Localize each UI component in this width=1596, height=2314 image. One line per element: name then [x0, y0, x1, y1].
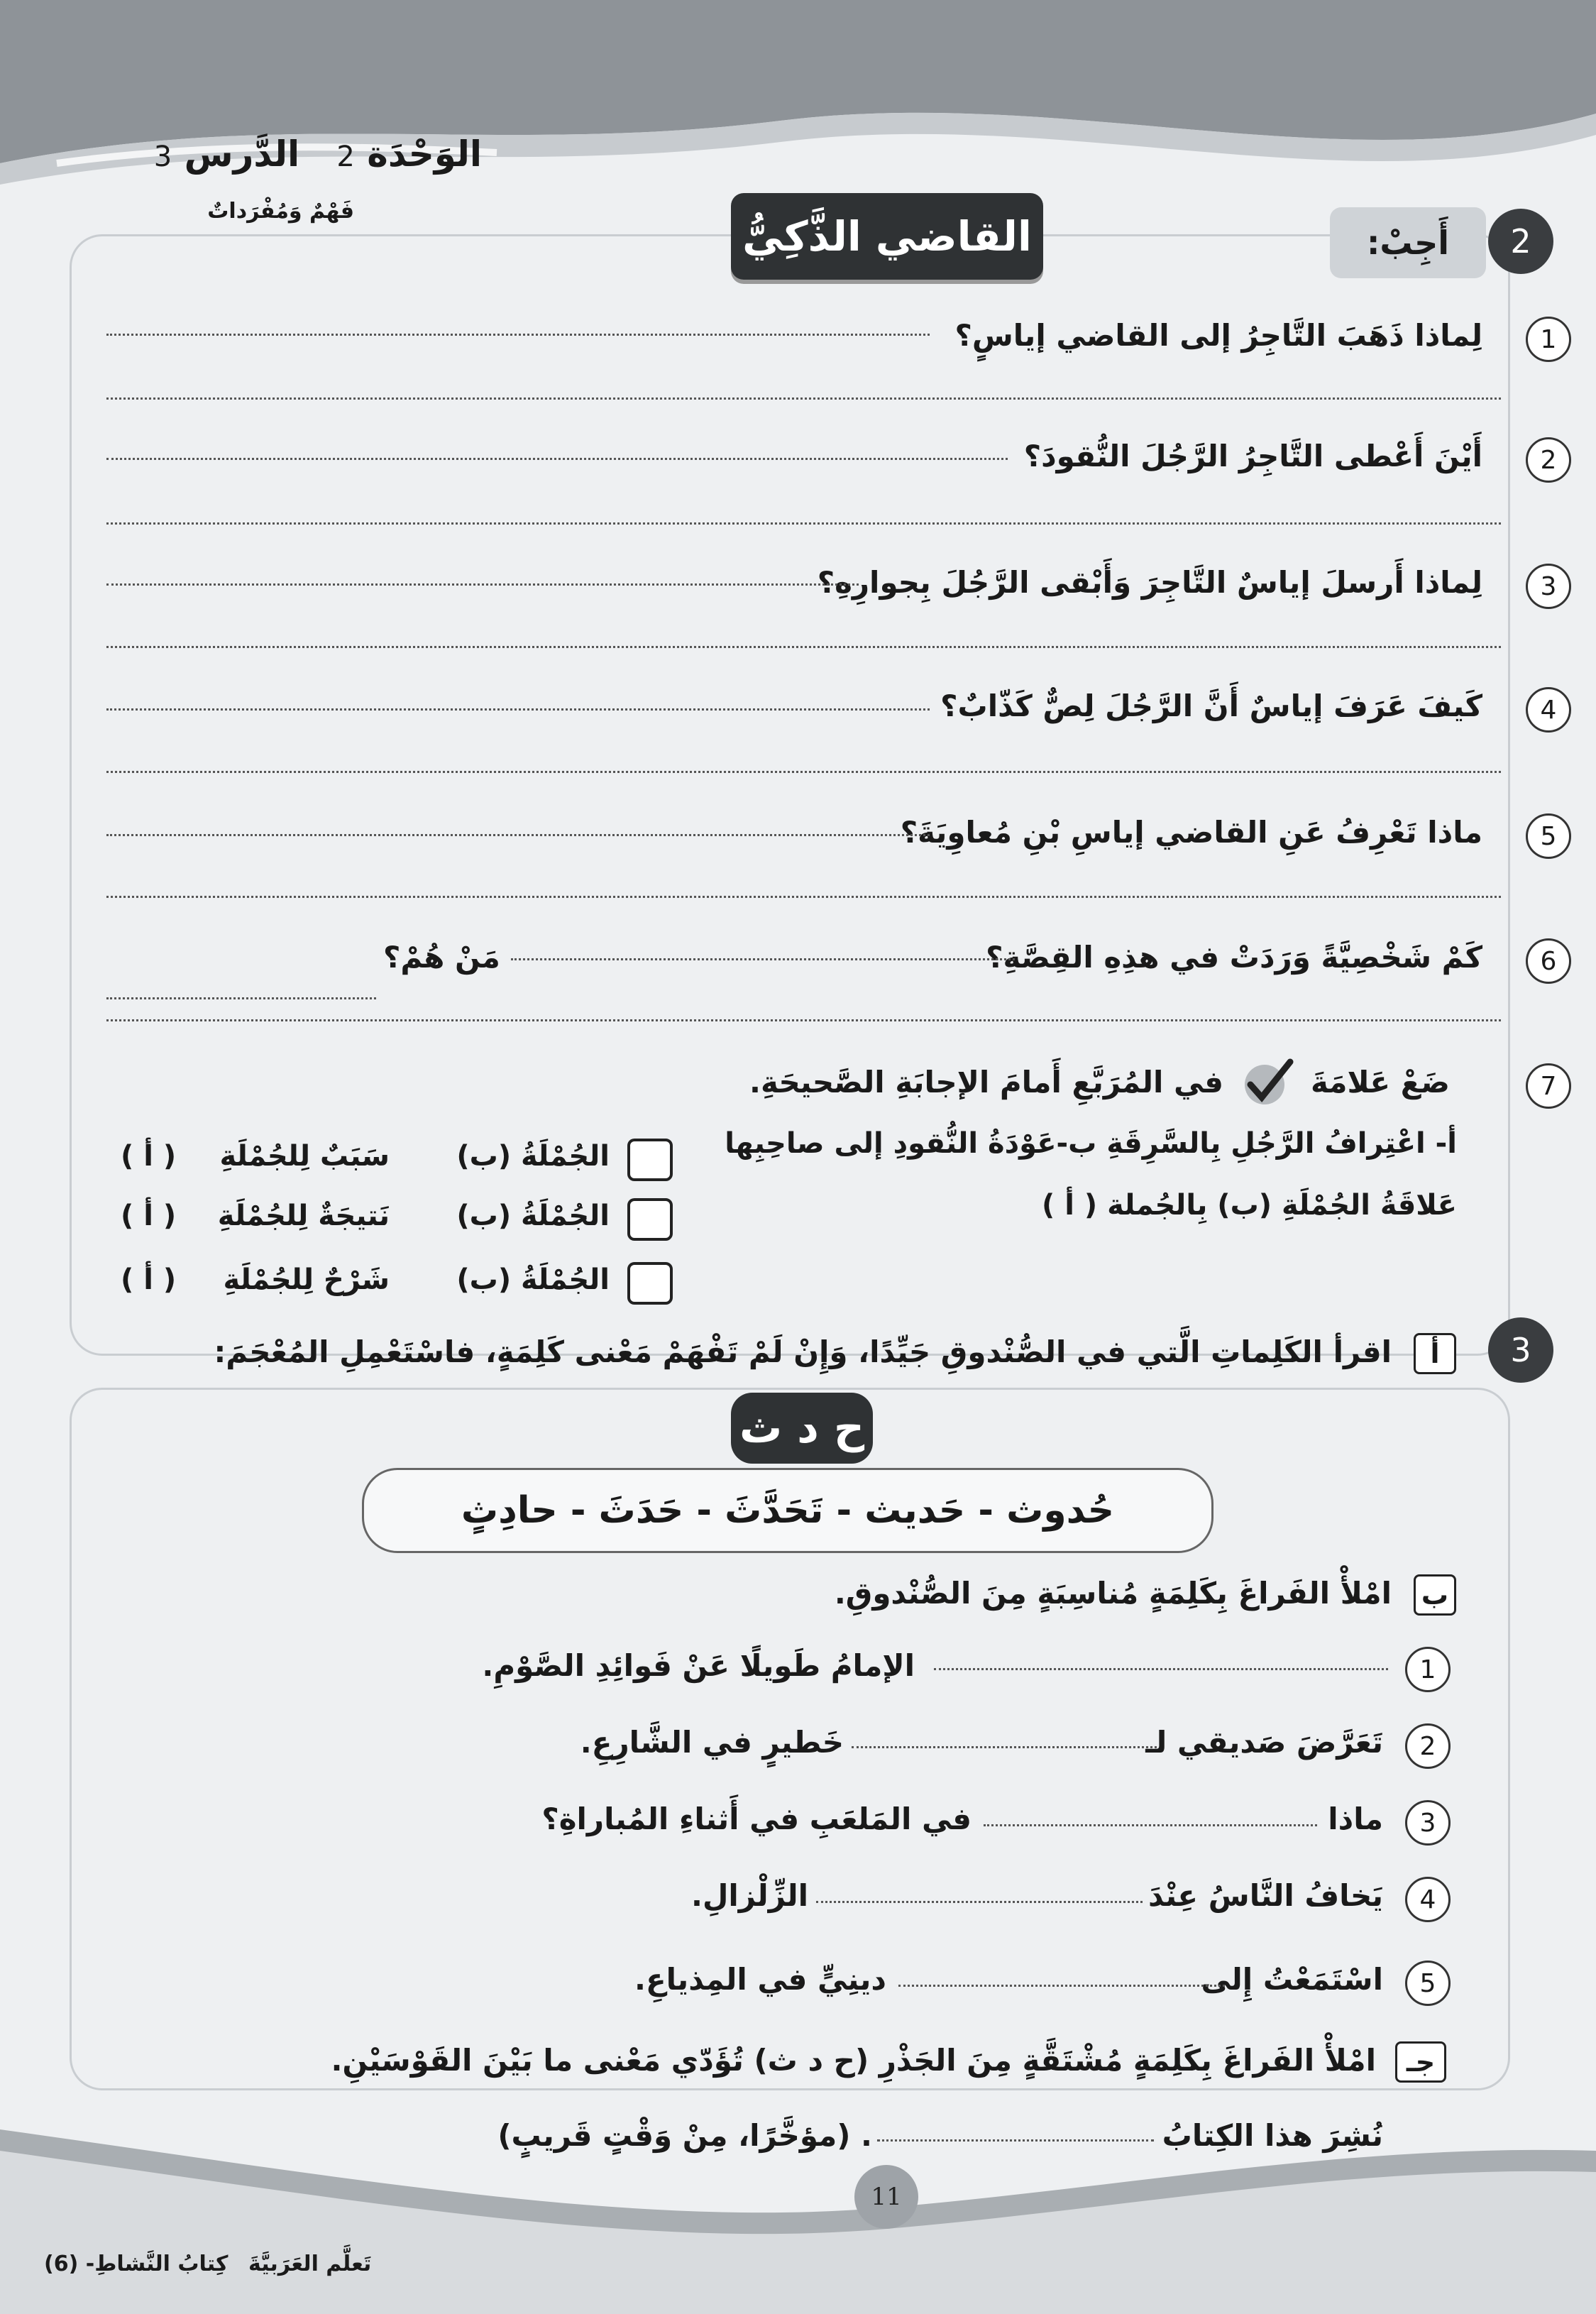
lesson-number: 3: [153, 141, 172, 173]
q7-statement: أ- اعْتِرافُ الرَّجُلِ بِالسَّرِقَةِ ب-عَوْدَةُ النُّقودِ إلى صاحِبِها: [725, 1127, 1457, 1160]
answer-line-5b[interactable]: [106, 896, 1501, 898]
question-6-text: كَمْ شَخْصِيَّةً وَرَدَتْ في هذِهِ القِصَّةِ؟: [986, 940, 1482, 975]
question-1-text: لِماذا ذَهَبَ التَّاجِرُ إلى القاضي إياسٍ؟: [954, 318, 1482, 353]
answer-line-4a[interactable]: [106, 708, 930, 711]
root-letters: ح د ث: [731, 1393, 873, 1464]
fill-2-after: خَطيرٍ في الشَّارِعِ.: [580, 1725, 844, 1760]
last-fill-blank[interactable]: [877, 2139, 1154, 2142]
option-2-part-c: ( أ ): [121, 1200, 177, 1232]
fill-blank-5[interactable]: [898, 1985, 1225, 1987]
fill-5-after: دينِيٍّ في المِذياعِ.: [634, 1962, 886, 1997]
fill-blank-4[interactable]: [816, 1901, 1143, 1903]
option-2-part-b: نَتيجَةٌ لِلجُمْلَةِ: [217, 1200, 390, 1232]
answer-line-6c[interactable]: [106, 1019, 1501, 1021]
question-3-text: لِماذا أَرسلَ إياسٌ التَّاجِرَ وَأَبْقى الرَّجُلَ بِجوارِهِ؟: [817, 565, 1482, 600]
answer-instruction: أَجِبْ:: [1330, 207, 1486, 278]
fill-number-5: 5: [1405, 1961, 1451, 2006]
section-3-badge: 3: [1488, 1317, 1553, 1383]
fill-5-before: اسْتَمَعْتُ إِلى: [1201, 1962, 1383, 1997]
answer-line-3b[interactable]: [106, 646, 1501, 648]
answer-line-6b[interactable]: [106, 997, 376, 999]
answer-line-1a[interactable]: [106, 334, 930, 336]
fill-4-before: يَخافُ النَّاسُ عِنْدَ: [1148, 1878, 1383, 1913]
fill-1-after: الإمامُ طَويلًا عَنْ فَوائِدِ الصَّوْمِ.: [482, 1648, 915, 1683]
footer-activity-book: كِتابُ النَّشاطِ- (6): [44, 2252, 229, 2276]
question-number-2: 2: [1526, 437, 1571, 483]
question-7-text-b: في المُرَبَّعِ أَمامَ الإجابَةِ الصَّحيحَةِ.: [749, 1065, 1223, 1100]
fill-number-1: 1: [1405, 1647, 1451, 1692]
option-3-part-a: الجُمْلَةُ (ب): [456, 1263, 610, 1296]
answer-line-3a[interactable]: [106, 583, 859, 586]
option-checkbox-2[interactable]: [627, 1198, 673, 1241]
fill-2-before: تَعَرَّضَ صَديقي لـ: [1145, 1725, 1383, 1760]
lesson-label: الدَّرس: [184, 133, 300, 175]
fill-number-4: 4: [1405, 1877, 1451, 1922]
answer-line-2a[interactable]: [106, 458, 1008, 460]
last-sentence-after: . (مؤخَّرًا، مِنْ وَقْتٍ قَريبٍ): [497, 2118, 872, 2153]
fill-3-before: ماذا: [1328, 1802, 1383, 1836]
question-number-1: 1: [1526, 317, 1571, 362]
part-b-letter: ب: [1414, 1574, 1456, 1616]
option-1-part-c: ( أ ): [121, 1140, 177, 1173]
story-title: القاضي الذَّكِيُّ: [731, 193, 1043, 280]
checkmark-icon: [1242, 1058, 1294, 1107]
last-sentence-before: نُشِرَ هذا الكِتابُ: [1162, 2118, 1383, 2153]
question-number-5: 5: [1526, 813, 1571, 859]
option-1-part-a: الجُمْلَةُ (ب): [456, 1140, 610, 1173]
fill-blank-2[interactable]: [852, 1746, 1157, 1748]
option-2-part-a: الجُمْلَةُ (ب): [456, 1200, 610, 1232]
question-number-7: 7: [1526, 1063, 1571, 1109]
fill-number-3: 3: [1405, 1800, 1451, 1846]
answer-line-1b[interactable]: [106, 397, 1501, 400]
section-2-badge: 2: [1488, 209, 1553, 274]
answer-line-2b[interactable]: [106, 522, 1501, 525]
answer-line-5a[interactable]: [106, 834, 930, 836]
question-2-text: أَيْنَ أَعْطى التَّاجِرُ الرَّجُلَ النُّقودَ؟: [1023, 439, 1482, 473]
unit-label: الوَحْدَة: [367, 133, 482, 175]
question-number-3: 3: [1526, 564, 1571, 609]
question-number-6: 6: [1526, 938, 1571, 984]
answer-line-6a[interactable]: [511, 958, 1015, 960]
fill-blank-3[interactable]: [984, 1824, 1317, 1826]
section-2-frame: [70, 234, 1510, 1356]
question-number-4: 4: [1526, 687, 1571, 733]
unit-number: 2: [336, 141, 355, 173]
option-checkbox-3[interactable]: [627, 1262, 673, 1305]
part-c-instruction: امْلأْ الفَراغَ بِكَلِمَةٍ مُشْتَقَّةٍ مِنَ الجَذْرِ (ح د ث) تُؤَدّي مَعْنى ما بَيْنَ القَوْسَيْنِ.: [331, 2043, 1376, 2078]
question-5-text: ماذا تَعْرِفُ عَنِ القاضي إياسِ بْنِ مُعاوِيَةَ؟: [900, 815, 1482, 850]
part-b-instruction: امْلأْ الفَراغَ بِكَلِمَةٍ مُناسِبَةٍ مِنَ الصُّنْدوقِ.: [834, 1576, 1392, 1611]
page-number: 11: [854, 2165, 918, 2229]
question-6-followup: مَنْ هُمْ؟: [383, 940, 500, 975]
fill-blank-1[interactable]: [934, 1668, 1388, 1670]
q7-relation: عَلاقَةُ الجُمْلَةِ (ب) بِالجُملة ( أ ): [1042, 1189, 1457, 1222]
unit-lesson-title: [154, 133, 482, 175]
option-1-part-b: سَبَبٌ لِلجُمْلَةِ: [219, 1140, 390, 1173]
option-checkbox-1[interactable]: [627, 1139, 673, 1181]
part-a-instruction: اقرأ الكَلِماتِ الَّتي في الصُّنْدوقِ جَيِّدًا، وَإِنْ لَمْ تَفْهَمْ مَعْنى كَلِمَةٍ، فاسْتَعْمِلِ المُعْجَمَ:: [214, 1334, 1392, 1369]
option-3-part-b: شَرْحٌ لِلجُمْلَةِ: [223, 1263, 390, 1296]
fill-4-after: الزِّلْزالِ.: [691, 1878, 808, 1913]
lesson-subtitle: فَهْمٌ وَمُفْرَداتٌ: [207, 199, 354, 224]
fill-number-2: 2: [1405, 1723, 1451, 1769]
question-4-text: كَيفَ عَرَفَ إياسٌ أَنَّ الرَّجُلَ لِصٌّ كَذّابٌ؟: [940, 689, 1482, 723]
part-c-letter: جـ: [1395, 2041, 1446, 2083]
fill-3-after: في المَلعَبِ في أَثناءِ المُباراةِ؟: [541, 1802, 972, 1836]
answer-line-4b[interactable]: [106, 771, 1501, 773]
part-a-letter: أ: [1414, 1333, 1456, 1374]
question-7-text-a: ضَعْ عَلامَةَ: [1311, 1065, 1450, 1100]
word-bank-box: حُدوث - حَديث - تَحَدَّثَ - حَدَثَ - حادِثٍ: [362, 1468, 1213, 1553]
footer-book-title: تَعلَّم العَرَبيَّةَ: [248, 2252, 372, 2276]
option-3-part-c: ( أ ): [121, 1263, 177, 1296]
